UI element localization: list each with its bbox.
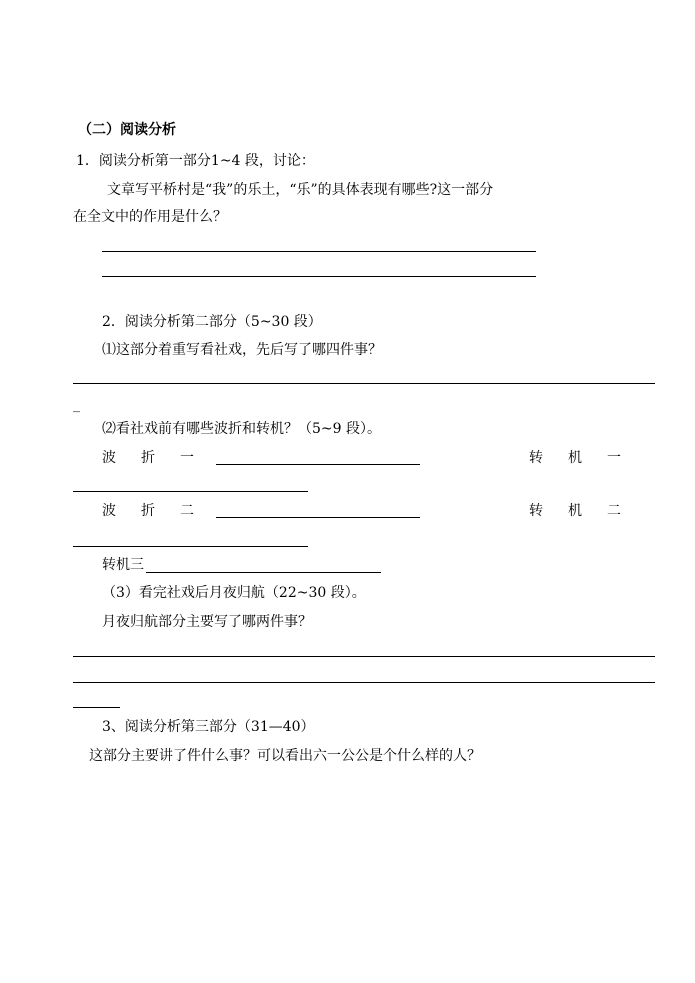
answer-line bbox=[73, 383, 655, 384]
question-2-sub3-question: 月夜归航部分主要写了哪两件事？ bbox=[102, 614, 312, 630]
question-2-sub3: （3）看完社戏后月夜归航（22~30 段）。 bbox=[102, 585, 366, 601]
label-twist-2: 波 折 二 bbox=[102, 503, 194, 519]
question-3-body: 这部分主要讲了件什么事？可以看出六一公公是个什么样的人？ bbox=[89, 748, 481, 764]
answer-line-tail: _ bbox=[73, 397, 80, 413]
answer-line bbox=[216, 464, 420, 465]
answer-line bbox=[102, 276, 536, 277]
answer-line bbox=[73, 546, 308, 547]
section-title: （二）阅读分析 bbox=[78, 122, 176, 138]
question-2-sub2: ⑵看社戏前有哪些波折和转机？（5~9 段）。 bbox=[102, 421, 381, 437]
answer-line bbox=[73, 491, 308, 492]
answer-line bbox=[216, 517, 420, 518]
answer-line bbox=[73, 656, 655, 657]
question-1-title: 1．阅读分析第一部分1~4 段，讨论： bbox=[76, 153, 315, 169]
answer-line bbox=[146, 572, 381, 573]
label-turn-2: 转 机 二 bbox=[529, 503, 621, 519]
answer-line bbox=[102, 251, 536, 252]
answer-line-short bbox=[73, 707, 120, 708]
label-twist-1: 波 折 一 bbox=[102, 450, 194, 466]
label-turn-3: 转机三 bbox=[102, 557, 144, 573]
question-1-body-line1: 文章写平桥村是“我”的乐土，“乐”的具体表现有哪些?这一部分 bbox=[107, 182, 494, 198]
question-1-body-line2: 在全文中的作用是什么？ bbox=[73, 209, 227, 225]
label-turn-1: 转 机 一 bbox=[529, 450, 621, 466]
question-3-title: 3、阅读分析第三部分（31—40） bbox=[102, 719, 315, 735]
question-2-title: 2．阅读分析第二部分（5~30 段） bbox=[102, 314, 322, 330]
question-2-sub1: ⑴这部分着重写看社戏，先后写了哪四件事？ bbox=[102, 342, 382, 358]
answer-line bbox=[73, 682, 655, 683]
